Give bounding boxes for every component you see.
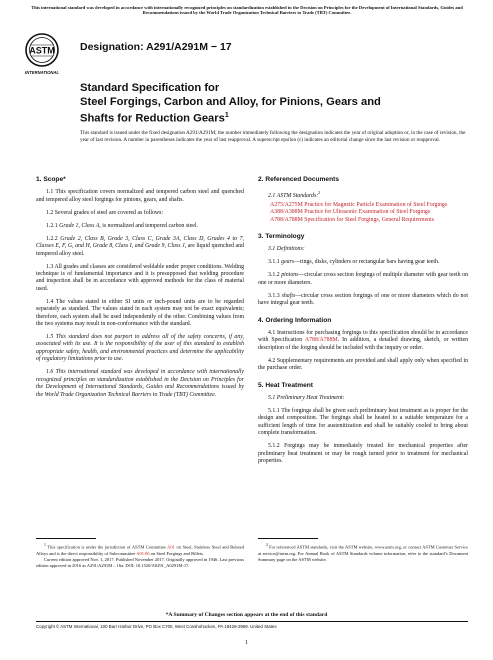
grade-text: Grade 2, Class B, Grade 3, Class C, Grade 3A, Class D, Grades 4 to 7, Classes E, F, G, and H, Grade 8, Class I, and Grade 9, Class J, [36,235,244,250]
para-number: 1.2.2 [46,235,58,242]
ref-title[interactable]: Practice for Ultrasonic Examination of Steel Forgings [304,209,431,216]
ref-code[interactable]: A788/A788M [270,216,303,223]
copyright: Copyright © ASTM International, 100 Barr Harbor Drive, PO Box C700, West Conshohocken, PA 19428-2959. United States [36,624,277,629]
para-3-1-2 [258,272,468,287]
footnote-2-para: $^2$ For referenced ASTM standards, visit the ASTM website, www.astm.org, or contact ASTM Customer Service at service@astm.org. For Annual Book of ASTM Standards volume information, refer to the standard’s Document Summary page on the ASTM website. [258,543,468,562]
para-5-1: 5.1 Preliminary Heat Treatment: [268,395,345,402]
scope-heading: 1. Scope* [36,176,66,183]
para-1-3: 1.3 All grades and classes are considered weldable under proper conditions. Welding technique is of fundamental importance and it is presupposed that welding procedure and inspection shall be in accordance with approved methods for the class of material used. [36,263,244,292]
para-5-1-1: 5.1.1 The forgings shall be given such preliminary heat treatment as is proper for the design and composition. The forgings shall be heated to a suitable temperature for a sufficient length of time for austenitization and shall be suitably cooled to bring about complete transformation. [258,408,468,437]
ref-a388[interactable] [258,209,468,216]
term: gears [281,259,295,266]
tbt-notice: This international standard was developed in accordance with internationally recognized principles on standardization established in the Decision on Principles for the Development of International Standards, Guides and Recommendations issued by the World Trade Organization Technical Barriers to Trade (TBT) Committee. [31,5,463,16]
term: pinions [281,272,299,279]
para-4-1 [258,330,468,352]
footnote-text: For referenced ASTM standards, visit the ASTM website, www.astm.org, or contact ASTM Customer Service at service@astm.org. For Annual Book of ASTM Standards volume information, refer to the standard’s Document Summary page on the ASTM website. [258,544,468,562]
footnote-text: This specification is under the jurisdiction of ASTM Committee [47,544,166,550]
para-1-4: 1.4 The values stated in either SI units or inch-pound units are to be regarded separately as standard. The values stated in each system may not be exact equivalents; therefore, each system shall be used independently of the other. Combining values from the two systems may result in non-conformance with the standard. [36,298,244,328]
definition: —rings, disks, cylinders or rectangular bars having gear teeth. [294,259,440,266]
footnote-divider [258,538,318,539]
page-number: 1 [245,640,248,646]
para-1-2-2 [36,236,244,258]
referenced-heading: 2. Referenced Documents [258,176,339,183]
ordering-heading: 4. Ordering Information [258,316,332,324]
para-number: 1.2.1 [46,222,58,229]
footnote-mark-2: 2 [318,190,321,196]
bottom-divider [36,621,468,622]
left-column [36,176,244,405]
para-text: . In addition, a detailed drawing, sketch, or written description of the forging should be included with the inquiry or order. [258,337,469,351]
footnote-text: on Steel, Stainless Steel and Related Alloys and is the direct responsibility of Subcommittee [36,544,245,556]
ref-link-a788[interactable]: A788/A788M [304,337,338,344]
para-number: 3.1.2 [268,272,280,279]
footnote-2 [258,542,468,563]
para-1-6: 1.6 This international standard was developed in accordance with internationally recognized principles on standardization established in the Decision on Principles for the Development of International Standards, Guides and Recommendations issued by the World Trade Organization Technical Barriers to Trade (TBT) Committee. [36,369,244,398]
para-1-2-1 [36,223,244,230]
footnote-1-edition: Current edition approved Nov. 1, 2017. Published November 2017. Originally approved in 1946. Last previous edition approved in 2016 as A291/A291M – 16a. DOI: 10.1520/A0291_A0291M-17. [36,556,244,568]
svg-text:ASTM: ASTM [29,45,55,56]
footnote-divider [36,538,96,539]
title-line-3-text: Shafts for Reduction Gears [80,112,225,125]
ref-code[interactable]: A275/A275M [270,201,303,208]
definition: —circular cross section forgings of multiple diameter with gear teeth on one or more diameters. [258,272,468,286]
para-1-2: 1.2 Several grades of steel are covered as follows: [46,209,163,216]
terminology-heading: 3. Terminology [258,232,305,240]
para-number: 3.1.1 [268,259,280,266]
ref-title[interactable]: Practice for Magnetic Particle Examination of Steel Forgings [304,201,448,208]
svg-text:INTERNATIONAL: INTERNATIONAL [25,70,59,75]
para-3-1: 3.1 Definitions: [268,246,305,253]
para-2-1 [258,189,468,200]
right-column [258,176,468,471]
para-text: are liquid quenched and tempered alloy steel. [36,243,244,257]
title-footnote-mark: 1 [224,112,229,119]
astm-logo-icon [22,30,62,78]
definition: —circular cross section forgings of one or more diameters which do not have integral gear teeth. [258,292,468,307]
para-number: 3.1.3 [268,292,280,299]
para-text: 4.1 Instructions for purchasing forgings to this specification should be in accordance with Specification [258,330,468,344]
para-3-1-1 [258,259,468,266]
para-1-1: 1.1 This specification covers normalized and tempered carbon steel and quenched and tempered alloy steel forgings for pinions, gears, and shafts. [36,189,244,203]
ref-a788[interactable] [258,217,468,224]
ref-title[interactable]: Specification for Steel Forgings, General Requirements [304,216,434,223]
issuance-note: This standard is issued under the fixed designation A291/A291M; the number immediately following the designation indicates the year of original adoption or, in the case of revision, the year of last revision. A number in parentheses indicates the year of last reapproval. A superscript epsilon (ε) indicates an editorial change since the last revision or reapproval. [80,130,466,143]
para-text: is normalized and tempered carbon steel. [102,222,198,229]
subcommittee-link[interactable]: A01.06 [136,550,150,556]
committee-link[interactable]: A01 [167,544,175,550]
title-line-1: Standard Specification for [80,82,220,94]
ref-code[interactable]: A388/A388M [270,209,303,216]
para-5-1-2: 5.1.2 Forgings may be immediately treated for mechanical properties after preliminary heat treatment or may be rough turned prior to treatment for mechanical properties. [258,443,468,465]
document-title [80,82,470,126]
summary-note: *A Summary of Changes section appears at the end of this standard [165,612,328,618]
footnote-1-para: $^1$ This specification is under the jurisdiction of ASTM Committee A01 on Steel, Stainless Steel and Related Alloys and is the direct responsibility of Subcommittee A01.06 on Steel Forgings and Billets. [36,543,245,556]
designation: Designation: A291/A291M − 17 [80,41,232,53]
para-3-1-3 [258,293,468,308]
para-4-2: 4.2 Supplementary requirements are provided and shall apply only when specified in the purchase order. [258,357,468,372]
title-line-2: Steel Forgings, Carbon and Alloy, for Pinions, Gears and [80,95,381,108]
grade-text: Grade 1, Class A, [59,222,101,229]
title-line-3 [80,109,470,126]
footnote-1 [36,542,244,569]
heat-heading: 5. Heat Treatment [258,381,313,389]
para-1-5: 1.5 This standard does not purport to address all of the safety concerns, if any, associated with its use. It is the responsibility of the user of this standard to establish appropriate safety, health, and environmental practices and determine the applicability of regulatory limitations prior to use. [36,334,244,363]
footnote-text: on Steel Forgings and Billets. [150,550,205,556]
term: shafts [281,292,296,299]
para-2-1-text: 2.1 ASTM Standards: [268,193,319,200]
